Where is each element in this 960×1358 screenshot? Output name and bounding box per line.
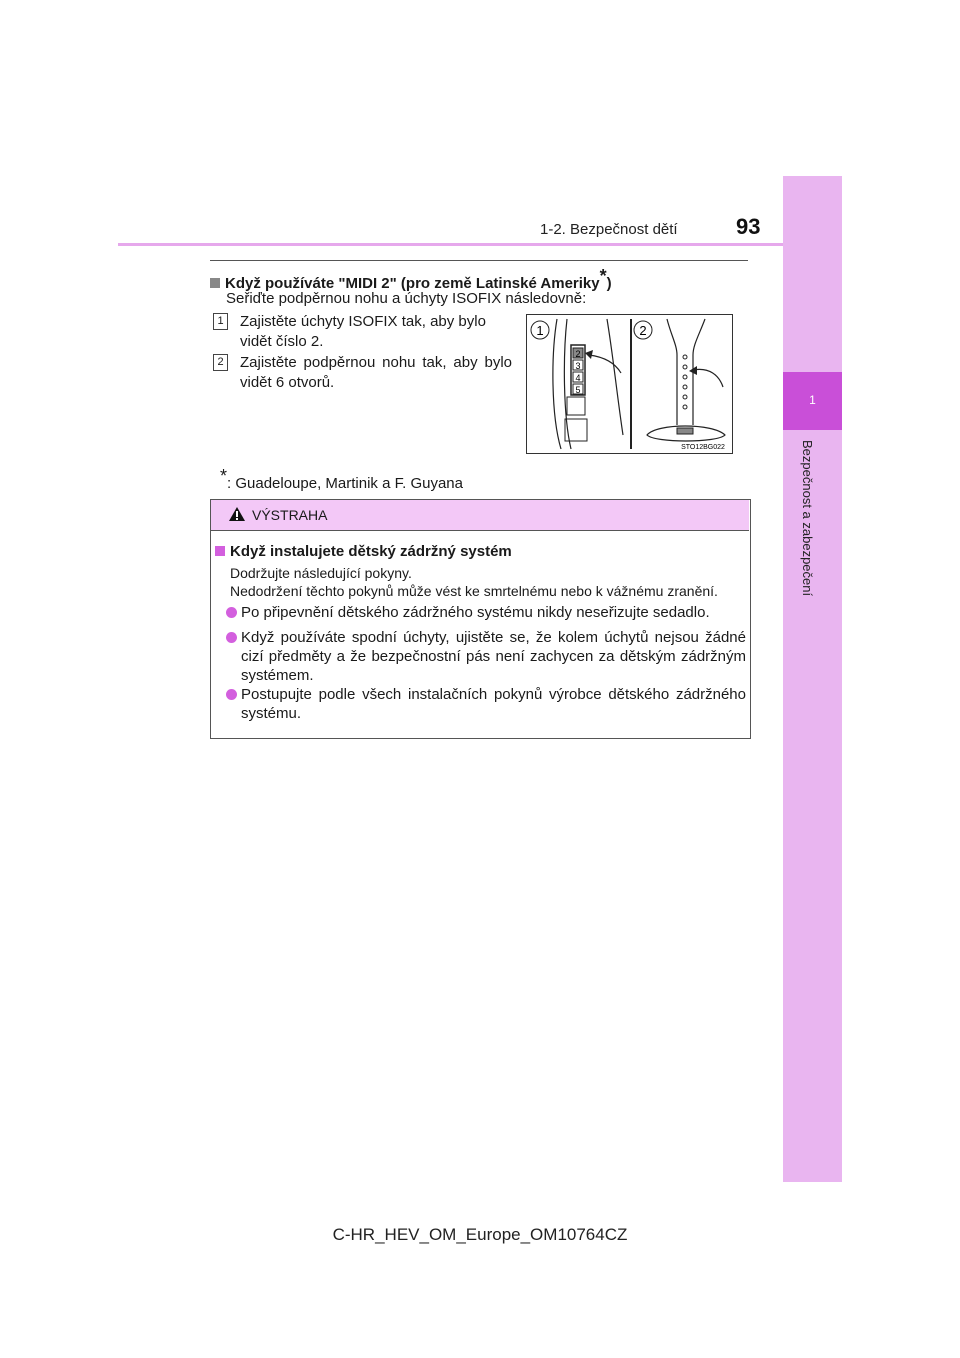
header-rule bbox=[118, 243, 783, 246]
isofix-mark-3: 3 bbox=[575, 361, 581, 371]
warning-bullet-1 bbox=[226, 603, 746, 622]
isofix-drawing bbox=[527, 315, 732, 453]
intro-text: Seřiďte podpěrnou nohu a úchyty ISOFIX následovně: bbox=[226, 290, 587, 307]
bullet-dot-icon bbox=[226, 632, 237, 643]
heading-close: ) bbox=[606, 275, 612, 292]
isofix-mark-4: 4 bbox=[575, 373, 581, 383]
footnote bbox=[220, 466, 463, 492]
heading-asterisk: * bbox=[599, 266, 607, 286]
step-1-number: 1 bbox=[213, 313, 228, 330]
illustration-code: STO12BG022 bbox=[681, 444, 725, 451]
warning-bullet-3 bbox=[226, 685, 746, 723]
page-number: 93 bbox=[736, 214, 761, 239]
isofix-mark-2: 2 bbox=[575, 349, 581, 359]
warning-title: VÝSTRAHA bbox=[252, 507, 328, 523]
square-bullet-icon bbox=[215, 546, 225, 556]
warning-triangle-icon bbox=[228, 506, 246, 527]
warning-bullet-1-text: Po připevnění dětského zádržného systému nikdy neseřizujte sedadlo. bbox=[241, 604, 710, 621]
square-bullet-icon bbox=[210, 278, 220, 288]
warning-bullet-2-text: Když používáte spodní úchyty, ujistěte se, že kolem úchytů nejsou žádné cizí předměty a že bezpečnostní pás není zachycen za dětským zádržným systémem. bbox=[241, 629, 746, 684]
section-title: 1-2. Bezpečnost dětí bbox=[540, 221, 678, 238]
isofix-mark-5: 5 bbox=[575, 385, 581, 395]
document-code: C-HR_HEV_OM_Europe_OM10764CZ bbox=[332, 1225, 628, 1244]
warning-heading-text: Když instalujete dětský zádržný systém bbox=[230, 543, 512, 560]
step-2-number: 2 bbox=[213, 354, 228, 371]
chapter-number: 1 bbox=[809, 393, 816, 407]
footnote-text: : Guadeloupe, Martinik a F. Guyana bbox=[227, 475, 463, 492]
illustration-label-2: 2 bbox=[639, 323, 647, 338]
content-rule bbox=[210, 260, 748, 261]
isofix-illustration bbox=[526, 314, 733, 454]
step-1-text: Zajistěte úchyty ISOFIX tak, aby bylo vidět číslo 2. bbox=[240, 313, 486, 350]
warning-bullet-3-text: Postupujte podle všech instalačních pokynů výrobce dětského zádržného systému. bbox=[241, 686, 746, 722]
chapter-caption: Bezpečnost a zabezpečení bbox=[800, 440, 815, 597]
warning-intro-line-1: Dodržujte následující pokyny. bbox=[230, 565, 412, 581]
side-tab bbox=[783, 176, 842, 1182]
warning-heading bbox=[215, 543, 512, 560]
bullet-dot-icon bbox=[226, 607, 237, 618]
warning-intro-line-2: Nedodržení těchto pokynů může vést ke smrtelnému nebo k vážnému zranění. bbox=[230, 583, 718, 599]
section-heading bbox=[210, 266, 612, 292]
illustration-label-1: 1 bbox=[536, 323, 544, 338]
warning-intro bbox=[230, 564, 745, 600]
step-2-text: Zajistěte podpěrnou nohu tak, aby bylo vidět 6 otvorů. bbox=[240, 354, 512, 391]
bullet-dot-icon bbox=[226, 689, 237, 700]
section-heading-text: Když používáte "MIDI 2" (pro země Latinské Ameriky bbox=[225, 275, 600, 292]
warning-bullet-2 bbox=[226, 628, 746, 685]
footnote-asterisk: * bbox=[220, 466, 228, 486]
